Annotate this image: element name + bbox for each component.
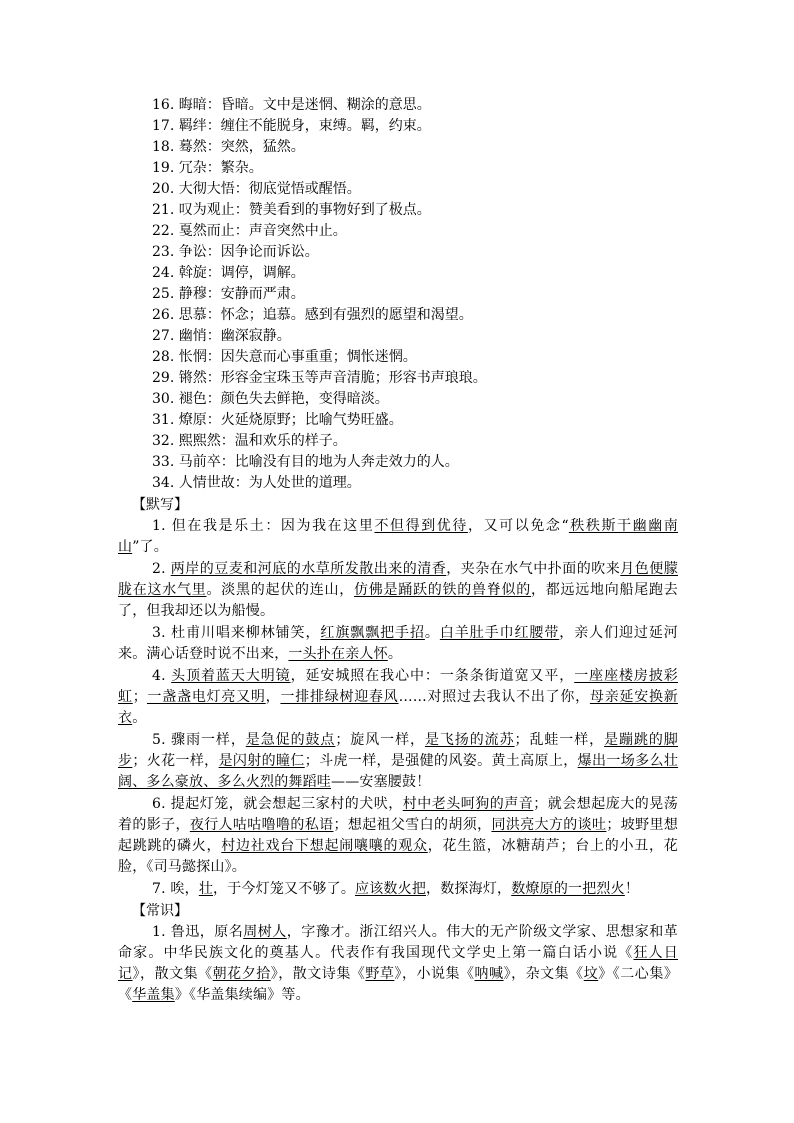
glossary-item: 26. 思慕：怀念；追慕。感到有强烈的愿望和渴望。 xyxy=(152,307,473,323)
glossary-item: 16. 晦暗：昏暗。文中是迷惘、糊涂的意思。 xyxy=(152,97,431,113)
text-run: ，花生篮，冰糖葫芦；台上的小丑，花脸，《司马懿探山》。 xyxy=(118,838,678,875)
text-run: ，于今灯笼又不够了。 xyxy=(213,881,356,897)
answer-blank: 应该数火把 xyxy=(355,881,427,897)
text-run: 。 xyxy=(424,625,440,641)
glossary-item: 19. 冗杂：繁杂。 xyxy=(152,160,263,176)
text-run: ，延安城照在我心中：一条条街道宽又平， xyxy=(290,668,575,684)
text-run: 》，小说集《 xyxy=(394,966,475,982)
glossary-item: 23. 争讼：因争论而诉讼。 xyxy=(152,244,319,260)
text-run: 4. xyxy=(152,668,172,684)
glossary-item: 24. 斡旋：调停，调解。 xyxy=(152,265,305,281)
text-run: ， xyxy=(265,689,281,705)
answer-blank: 头顶着蓝天大明镜 xyxy=(171,668,291,684)
text-run: 》，散文诗集《 xyxy=(270,966,366,982)
text-run: ，数探海灯， xyxy=(426,881,512,897)
text-run: ；乱蛙一样， xyxy=(514,732,605,748)
glossary-list xyxy=(118,95,678,494)
dictation-paragraph-2 xyxy=(118,559,678,622)
answer-blank: 同洪亮大方的谈吐 xyxy=(491,817,607,833)
text-run: ；坡野里想起跳跳的磷火， xyxy=(118,817,679,854)
text-run: 2. xyxy=(152,561,171,577)
text-run: ，字豫才。浙江绍兴人。伟大的无产阶级文学家、思想家和革命家。中华民族文化的奠基人。代表作有我国现代文学史上第一篇白话小说《 xyxy=(118,924,678,961)
glossary-item: 33. 马前卒：比喻没有目的地为人奔走效力的人。 xyxy=(152,454,459,470)
text-run: 》，散文集《 xyxy=(132,966,213,982)
text-run: 》《二心集》《 xyxy=(118,966,679,1003)
glossary-item: 34. 人情世故：为人处世的道理。 xyxy=(152,475,361,491)
glossary-item: 30. 褪色：颜色失去鲜艳，变得暗淡。 xyxy=(152,391,389,407)
text-run: 3. 杜甫川唱来柳林铺笑， xyxy=(152,625,321,641)
glossary-item: 31. 燎原：火延烧原野；比喻气势旺盛。 xyxy=(152,412,403,428)
answer-blank: 是飞扬的流苏 xyxy=(424,732,515,748)
text-run: ”了。 xyxy=(132,539,168,555)
dictation-paragraph-4 xyxy=(118,666,678,729)
answer-blank: 壮 xyxy=(198,881,214,897)
text-run: 7. 唉， xyxy=(152,881,199,897)
dictation-paragraph-7 xyxy=(118,879,678,900)
answer-blank: 一排排绿树迎春风 xyxy=(280,689,399,705)
answer-blank: 红旗飘飘把手招 xyxy=(320,625,425,641)
glossary-item: 25. 静穆：安静而严肃。 xyxy=(152,286,305,302)
answer-blank: 月色便朦胧在这水气里 xyxy=(118,561,678,598)
answer-blank: 一盏盏电灯亮又明 xyxy=(146,689,266,705)
answer-blank: 一头扑在亲人怀 xyxy=(288,646,388,662)
answer-blank: 两岸的豆麦和河底的水草所发散出来的清香 xyxy=(170,561,447,577)
text-run: ！ xyxy=(624,881,640,897)
answer-blank: 爆出一场多么壮阔、多么豪放、多么火烈的舞蹈哇 xyxy=(118,753,679,790)
dictation-paragraph-3 xyxy=(118,623,678,665)
dictation-paragraph-5 xyxy=(118,730,678,793)
glossary-item: 27. 幽悄：幽深寂静。 xyxy=(152,328,291,344)
document-content xyxy=(118,95,678,1007)
text-run: ；斗虎一样，是强健的风姿。黄土高原上， xyxy=(304,753,578,769)
glossary-item: 32. 熙熙然：温和欢乐的样子。 xyxy=(152,433,347,449)
text-run: 。 xyxy=(132,710,147,726)
answer-blank: 是闪射的瞳仁 xyxy=(218,753,305,769)
text-run: ；旋风一样， xyxy=(335,732,425,748)
text-run: ——安塞腰鼓！ xyxy=(331,774,431,790)
glossary-item: 29. 锵然：形容金宝珠玉等声音清脆；形容书声琅琅。 xyxy=(152,370,487,386)
text-run: 》《华盖集续编》等。 xyxy=(174,987,310,1003)
text-run: ，又可以免念“ xyxy=(467,518,569,534)
text-run: 。 xyxy=(387,646,403,662)
text-run: ，夹杂在水气中扑面的吹来 xyxy=(446,561,621,577)
answer-blank: 母亲延安换新衣 xyxy=(118,689,678,726)
text-run: 》，杂文集《 xyxy=(503,966,584,982)
section-heading-common-knowledge: 【常识】 xyxy=(132,903,188,919)
text-run: 1. 但在我是乐土：因为我在这里 xyxy=(152,518,375,534)
glossary-item: 22. 戛然而止：声音突然中止。 xyxy=(152,223,347,239)
answer-blank: 秩秩斯干幽幽南山 xyxy=(118,518,678,555)
common-knowledge-paragraph-1 xyxy=(118,922,678,1006)
answer-blank: 周树人 xyxy=(243,924,287,940)
dictation-paragraph-6 xyxy=(118,794,678,878)
dictation-paragraph-1 xyxy=(118,516,678,558)
glossary-item: 17. 羁绊：缠住不能脱身，束缚。羁，约束。 xyxy=(152,118,431,134)
text-run: 1. 鲁迅，原名 xyxy=(152,924,244,940)
answer-blank: 狂人日记 xyxy=(118,945,678,982)
answer-blank: 是急促的鼓点 xyxy=(245,732,336,748)
text-run: 。淡黑的起伏的连山， xyxy=(206,582,355,598)
answer-blank: 仿佛是踊跃的铁的兽脊似的 xyxy=(354,582,532,598)
section-heading-dictation: 【默写】 xyxy=(132,497,188,513)
answer-blank: 是蹦跳的脚步 xyxy=(118,732,679,769)
answer-blank: 华盖集 xyxy=(132,987,175,1003)
glossary-item: 28. 怅惘：因失意而心事重重；惆怅迷惘。 xyxy=(152,349,417,365)
answer-blank: 村边社戏台下想起闹嚷嚷的观众 xyxy=(221,838,428,854)
text-run: 6. 提起灯笼，就会想起三家村的犬吠， xyxy=(152,796,403,812)
text-run: ，都远远地向船尾跑去了，但我却还以为船慢。 xyxy=(118,582,679,619)
answer-blank: 朝花夕拾 xyxy=(212,966,271,982)
answer-blank: 夜行人咕咕噜噜的私语 xyxy=(189,817,334,833)
answer-blank: 数燎原的一把烈火 xyxy=(511,881,625,897)
text-run: ；就会想起庞大的晃荡着的影子， xyxy=(118,796,679,833)
answer-blank: 一座座楼房披彩虹 xyxy=(118,668,678,705)
answer-blank: 坟 xyxy=(583,966,599,982)
glossary-item: 20. 大彻大悟：彻底觉悟或醒悟。 xyxy=(152,181,361,197)
glossary-item: 18. 蓦然：突然，猛然。 xyxy=(152,139,305,155)
text-run: ；想起祖父雪白的胡须， xyxy=(333,817,492,833)
text-run: ； xyxy=(132,689,147,705)
glossary-item: 21. 叹为观止：赞美看到的事物好到了极点。 xyxy=(152,202,431,218)
text-run: ……对照过去我认不出了你， xyxy=(398,689,590,705)
answer-blank: 不但得到优待 xyxy=(374,518,468,534)
answer-blank: 村中老头呵狗的声音 xyxy=(402,796,534,812)
text-run: 5. 骤雨一样， xyxy=(152,732,246,748)
text-run: ；火花一样， xyxy=(132,753,219,769)
answer-blank: 呐喊 xyxy=(474,966,504,982)
answer-blank: 白羊肚手巾红腰带 xyxy=(439,625,560,641)
answer-blank: 野草 xyxy=(365,966,395,982)
text-run: ，亲人们迎过延河来。满心话登时说不出来， xyxy=(118,625,678,662)
